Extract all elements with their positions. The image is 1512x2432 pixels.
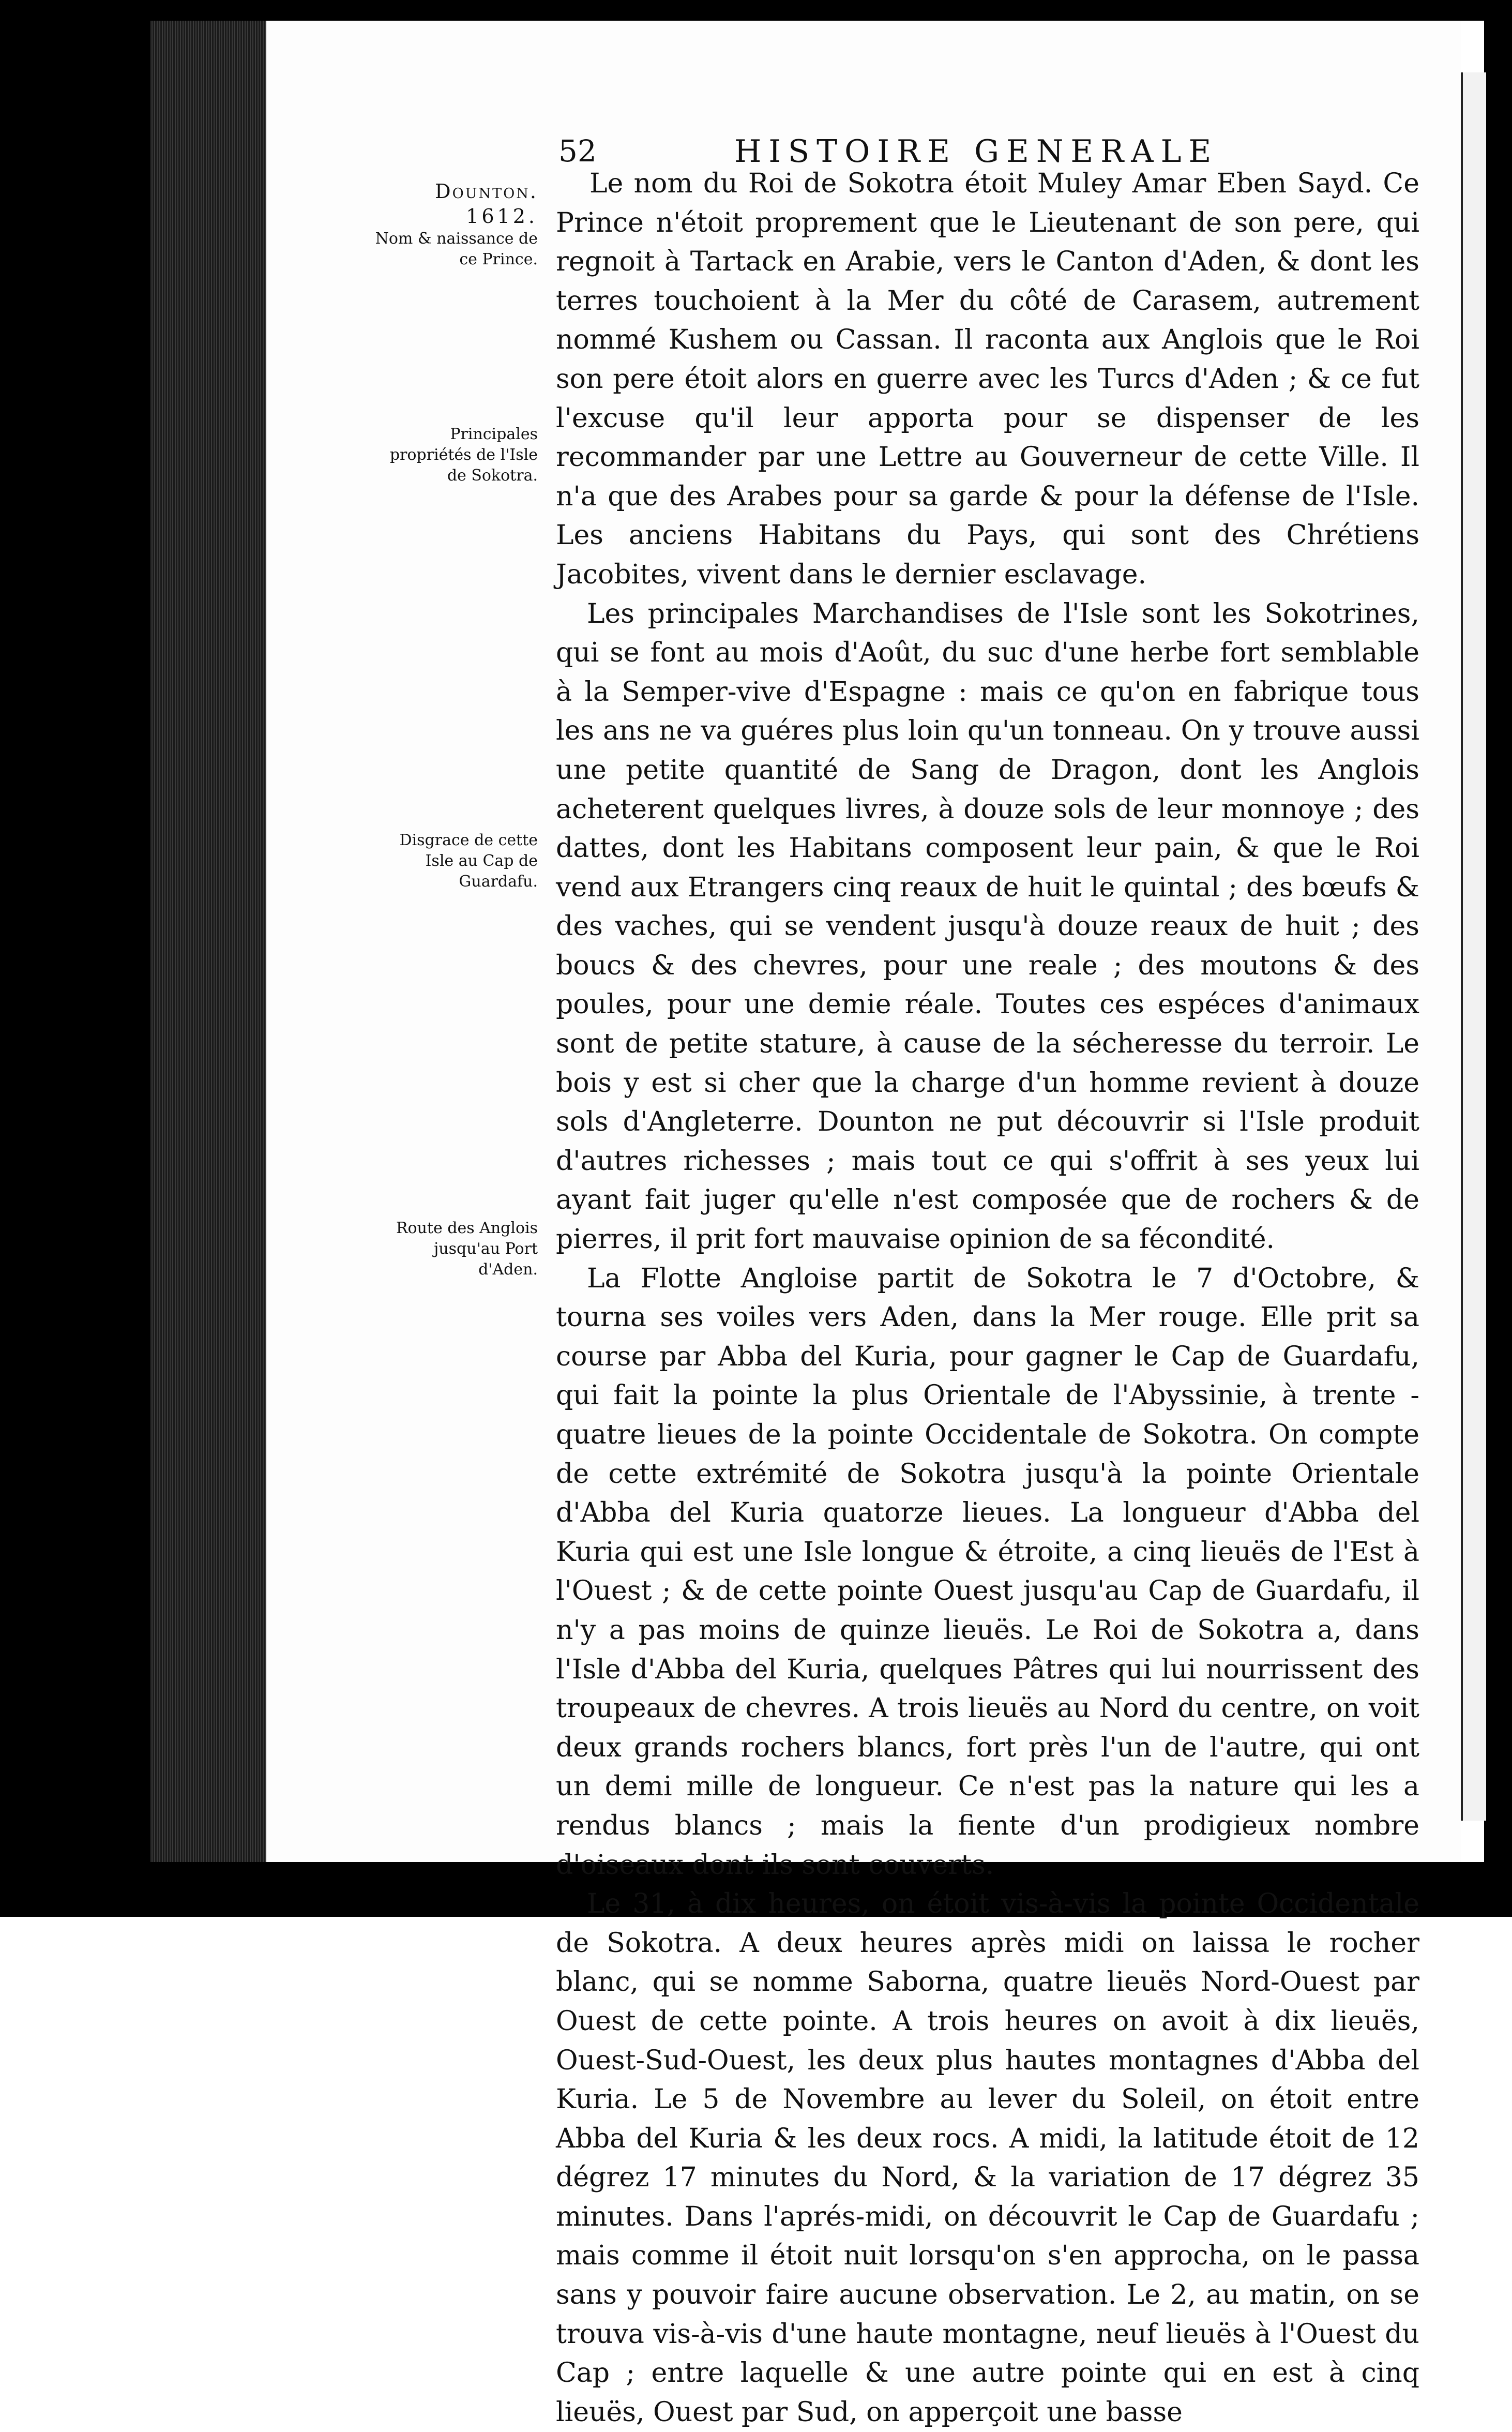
margin-note-route: Route des Anglois jusqu'au Port d'Aden. xyxy=(396,1219,538,1279)
paragraph-route-to-aden: Le 31, à dix heures, on étoit vis-à-vis la pointe Occidentale de Sokotra. A deux heures après midi on laissa le rocher blanc, qui se nomme Saborna, quatre lieuës Nord-Ouest par Ouest de cette pointe. A trois heures on avoit à dix lieuës, Ouest-Sud-Ouest, les deux plus hautes montagnes d'Abba del Kuria. Le 5 de Novembre au lever du Soleil, on étoit entre Abba del Kuria & les deux rocs. A midi, la latitude étoit de 12 dégrez 17 minutes du Nord, & la variation de 17 dégrez 35 minutes. Dans l'aprés-midi, on découvrit le Cap de Guardafu ; mais comme il étoit nuit lorsqu'on s'en approcha, on le passa sans y pouvoir faire aucune observation. Le 2, au matin, on se trouva vis-à-vis d'une haute montagne, neuf lieuës à l'Ouest du Cap ; entre laquelle & une autre pointe qui en est à cinq lieuës, Ouest par Sud, on apperçoit une basse xyxy=(556,1888,1419,2428)
paragraph-king-of-sokotra: Le nom du Roi de Sokotra étoit Muley Amar Eben Sayd. Ce Prince n'étoit proprement que le Lieutenant de son pere, qui regnoit à Tartack en Arabie, vers le Canton d'Aden, & dont les terres touchoient à la Mer du côté de Carasem, autrement nommé Kushem ou Cassan. Il raconta aux Anglois que le Roi son pere étoit alors en guerre avec les Turcs d'Aden ; & ce fut l'excuse qu'il leur apporta pour se dispenser de les recommander par une Lettre au Gouverneur de cette Ville. Il n'a que des Arabes pour sa garde & pour la défense de l'Isle. Les anciens Habitans du Pays, qui sont des Chrétiens Jacobites, vivent dans le dernier esclavage. xyxy=(556,168,1419,590)
margin-note-author: Dounton. xyxy=(435,180,538,203)
running-title: HISTOIRE GENERALE xyxy=(734,133,1219,170)
margin-note-year: 1612. xyxy=(466,205,538,228)
scan-border-right xyxy=(1484,0,1512,1917)
book-page-edges xyxy=(150,21,266,1862)
page-number: 52 xyxy=(558,133,597,169)
margin-notes xyxy=(362,181,538,1319)
paragraph-fleet-departure: La Flotte Angloise partit de Sokotra le 7 d'Octobre, & tourna ses voiles vers Aden, dans la Mer rouge. Elle prit sa course par Abba del Kuria, pour gagner le Cap de Guardafu, qui fait la pointe la plus Orientale de l'Abyssinie, à trente - quatre lieues de la pointe Occidentale de Sokotra. On compte de cette extrémité de Sokotra jusqu'à la pointe Orientale d'Abba del Kuria quatorze lieues. La longueur d'Abba del Kuria qui est une Isle longue & étroite, a cinq lieuës de l'Est à l'Ouest ; & de cette pointe Ouest jusqu'au Cap de Guardafu, il n'y a pas moins de quinze lieuës. Le Roi de Sokotra a, dans l'Isle d'Abba del Kuria, quelques Pâtres qui lui nourrissent des troupeaux de chevres. A trois lieuës au Nord du centre, on voit deux grands rochers blancs, fort près l'un de l'autre, qui ont un demi mille de longueur. Ce n'est pas la nature qui les a rendus blancs ; mais la fiente d'un prodigieux nombre d'oiseaux dont ils sont couverts. xyxy=(556,1263,1419,1881)
margin-note-disgrace: Disgrace de cette Isle au Cap de Guardafu. xyxy=(399,831,538,891)
paragraph-merchandise: Les principales Marchandises de l'Isle sont les Sokotrines, qui se font au mois d'Août, du suc d'une herbe fort semblable à la Semper-vive d'Espagne : mais ce qu'on en fabrique tous les ans ne va guéres plus loin qu'un tonneau. On y trouve aussi une petite quantité de Sang de Dragon, dont les Anglois acheterent quelques livres, à douze sols de leur monnoye ; des dattes, dont les Habitans composent leur pain, & que le Roi vend aux Etrangers cinq reaux de huit le quintal ; des bœufs & des vaches, qui se vendent jusqu'à douze reaux de huit ; des boucs & des chevres, pour une reale ; des moutons & des poules, pour une demie réale. Toutes ces espéces d'animaux sont de petite stature, à cause de la sécheresse du terroir. Le bois y est si cher que la charge d'un homme revient à douze sols d'Angleterre. Dounton ne put découvrir si l'Isle produit d'autres richesses ; mais tout ce qui s'offrit à ses yeux lui ayant fait juger qu'elle n'est composée que de rochers & de pierres, il prit fort mauvaise opinion de sa fécondité. xyxy=(556,598,1419,1255)
main-text xyxy=(556,164,1419,2432)
margin-note-name-birth: Nom & naissance de ce Prince. xyxy=(375,230,538,268)
margin-note-properties: Principales propriétés de l'Isle de Sokotra. xyxy=(389,425,538,485)
next-page-edge xyxy=(1461,72,1486,1821)
